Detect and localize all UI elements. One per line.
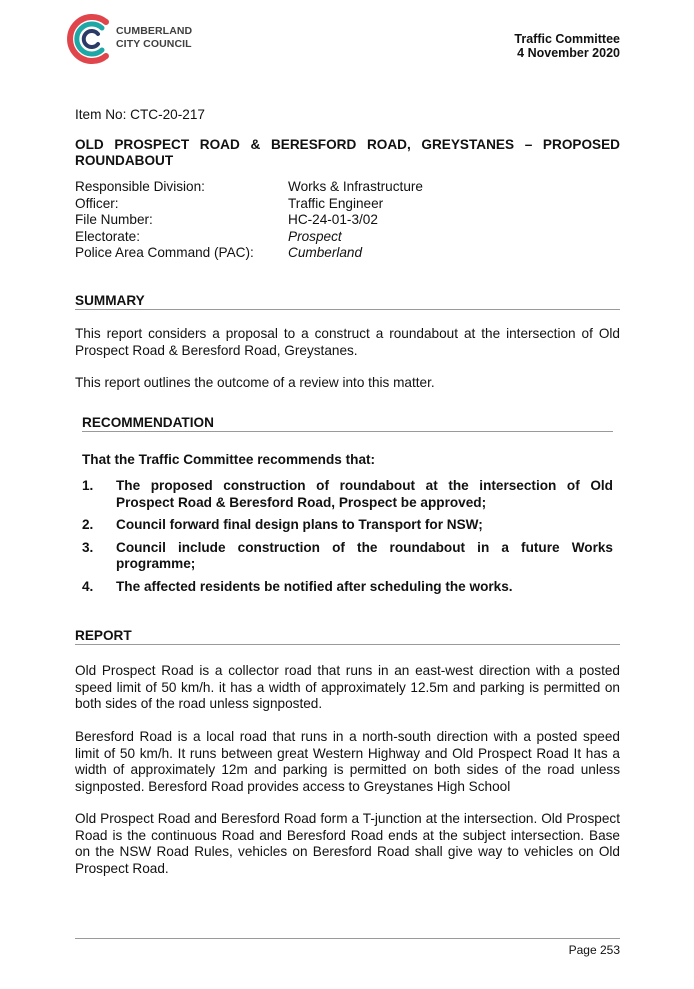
recommendation-item: [82, 517, 613, 534]
meta-value: Cumberland: [288, 245, 363, 260]
report-metadata: [75, 179, 423, 262]
meta-label: File Number:: [75, 212, 153, 227]
report-paragraph-2: Beresford Road is a local road that runs in a north-south direction with a posted speed limit of 50 km/h. It runs between great Western Highway and Old Prospect Road It has a width of approximately 12m and parking is permitted on both sides of the road unless signposted. Beresford Road provides access to Greystanes High School: [75, 729, 620, 794]
recommendation-item: [82, 478, 613, 511]
committee-name: Traffic Committee: [514, 32, 620, 46]
item-number: Item No: CTC-20-217: [75, 107, 205, 122]
meta-row: [75, 229, 423, 246]
meta-row: [75, 196, 423, 213]
item-number-label: 2.: [82, 517, 94, 532]
recommendation-item: [82, 579, 613, 596]
meta-value: Prospect: [288, 228, 342, 244]
council-logo: [66, 12, 216, 68]
recommendation-list: [82, 478, 613, 601]
meta-label: Officer:: [75, 195, 119, 211]
item-text: Council forward final design plans to Transport for NSW;: [116, 517, 483, 532]
meta-value: HC-24-01-3/02: [288, 212, 378, 227]
summary-heading: SUMMARY: [75, 293, 620, 310]
cumberland-logo-icon: [66, 12, 114, 66]
meta-value: Works & Infrastructure: [288, 179, 423, 194]
meta-label: Responsible Division:: [75, 179, 205, 194]
report-title: OLD PROSPECT ROAD & BERESFORD ROAD, GREYSTANES – PROPOSED ROUNDABOUT: [75, 137, 620, 168]
org-name-line1: CUMBERLAND: [116, 25, 193, 37]
item-text: Council include construction of the roundabout in a future Works programme;: [116, 539, 613, 571]
summary-paragraph-2: This report outlines the outcome of a review into this matter.: [75, 375, 435, 390]
recommendation-item: [82, 540, 613, 573]
recommendation-heading: RECOMMENDATION: [82, 415, 613, 432]
item-text: The affected residents be notified after scheduling the works.: [116, 578, 513, 594]
meta-value: Traffic Engineer: [288, 195, 384, 211]
logo-text: [116, 25, 192, 51]
item-text: The proposed construction of roundabout at the intersection of Old Prospect Road & Beresford Road, Prospect be approved;: [116, 478, 613, 510]
report-paragraph-3: Old Prospect Road and Beresford Road form a T-junction at the intersection. Old Prospect Road is the continuous Road and Beresford Road ends at the subject intersection. Base on the NSW Road Rules, vehicles on Beresford Road shall give way to vehicles on Old Prospect Road.: [75, 811, 620, 876]
recommendation-intro: That the Traffic Committee recommends that:: [82, 452, 376, 467]
meta-row: [75, 245, 423, 262]
item-number-label: 1.: [82, 478, 94, 493]
item-number-label: 3.: [82, 539, 94, 555]
meta-row: [75, 212, 423, 229]
summary-paragraph-1: This report considers a proposal to a construct a roundabout at the intersection of Old Prospect Road & Beresford Road, Greystanes.: [75, 326, 620, 358]
meta-label: Electorate:: [75, 228, 140, 244]
item-number-label: 4.: [82, 578, 94, 594]
meta-row: [75, 179, 423, 196]
footer-divider: [75, 938, 620, 939]
header-meeting-info: [514, 32, 620, 60]
report-paragraph-1: Old Prospect Road is a collector road that runs in an east-west direction with a posted speed limit of 50 km/h. it has a width of approximately 12.5m and parking is permitted on both sides of the road unless signposted.: [75, 663, 620, 711]
page-number: Page 253: [568, 943, 620, 957]
meta-label: Police Area Command (PAC):: [75, 245, 254, 260]
report-heading: REPORT: [75, 628, 620, 645]
meeting-date: 4 November 2020: [517, 46, 620, 60]
org-name-line2: CITY COUNCIL: [116, 38, 192, 50]
recommendation-section: [82, 415, 613, 594]
